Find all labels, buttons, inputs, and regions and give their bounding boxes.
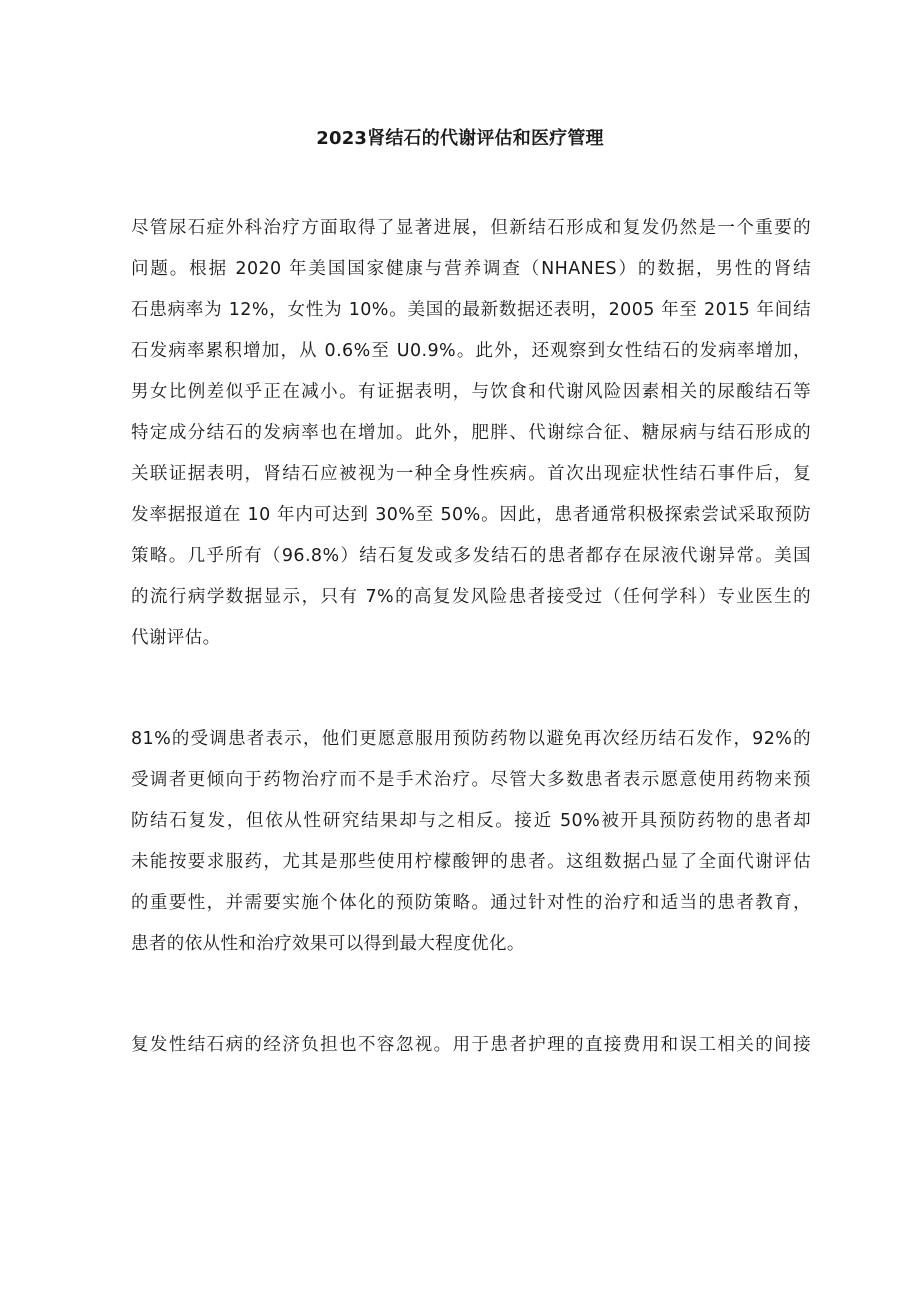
text-line: 受调者更倾向于药物治疗而不是手术治疗。尽管大多数患者表示愿意使用药物来预 — [131, 770, 811, 790]
text-line: 关联证据表明，肾结石应被视为一种全身性疾病。首次出现症状性结石事件后，复 — [131, 464, 811, 484]
text-line: 的重要性，并需要实施个体化的预防策略。通过针对性的治疗和适当的患者教育， — [131, 893, 811, 913]
text-line: 代谢评估。 — [131, 628, 221, 648]
text-line: 男女比例差似乎正在减小。有证据表明，与饮食和代谢风险因素相关的尿酸结石等 — [131, 382, 811, 402]
document-title: 2023肾结石的代谢评估和医疗管理 — [316, 128, 604, 149]
paragraph-2 — [131, 719, 811, 965]
text-line: 防结石复发，但依从性研究结果却与之相反。接近 50%被开具预防药物的患者却 — [131, 811, 811, 831]
text-line: 尽管尿石症外科治疗方面取得了显著进展，但新结石形成和复发仍然是一个重要的 — [131, 218, 811, 238]
paragraph-1 — [131, 208, 811, 659]
text-line: 特定成分结石的发病率也在增加。此外，肥胖、代谢综合征、糖尿病与结石形成的 — [131, 423, 811, 443]
text-line: 问题。根据 2020 年美国国家健康与营养调查（NHANES）的数据，男性的肾结 — [131, 259, 811, 279]
document-body — [131, 208, 811, 1066]
text-line: 未能按要求服药，尤其是那些使用柠檬酸钾的患者。这组数据凸显了全面代谢评估 — [131, 852, 811, 872]
text-line: 石发病率累积增加，从 0.6%至 U0.9%。此外，还观察到女性结石的发病率增加， — [131, 341, 811, 361]
text-line: 发率据报道在 10 年内可达到 30%至 50%。因此，患者通常积极探索尝试采取预防 — [131, 505, 811, 525]
text-line: 的流行病学数据显示，只有 7%的高复发风险患者接受过（任何学科）专业医生的 — [131, 587, 811, 607]
text-line: 81%的受调患者表示，他们更愿意服用预防药物以避免再次经历结石发作，92%的 — [131, 729, 811, 749]
text-line: 患者的依从性和治疗效果可以得到最大程度优化。 — [131, 934, 525, 954]
paragraph-3 — [131, 1025, 811, 1066]
text-line: 策略。几乎所有（96.8%）结石复发或多发结石的患者都存在尿液代谢异常。美国 — [131, 546, 811, 566]
text-line: 复发性结石病的经济负担也不容忽视。用于患者护理的直接费用和误工相关的间接 — [131, 1035, 811, 1055]
text-line: 石患病率为 12%，女性为 10%。美国的最新数据还表明，2005 年至 2015 年间结 — [131, 300, 811, 320]
